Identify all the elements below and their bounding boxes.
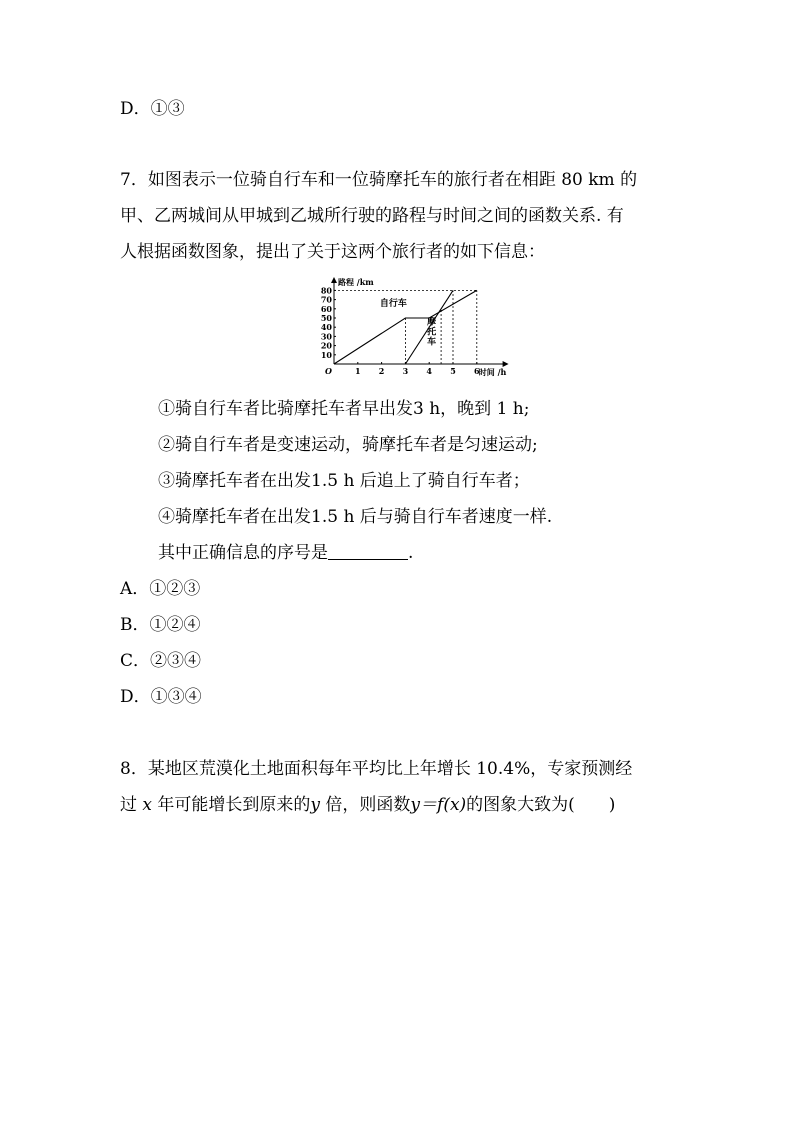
x-axis-label: 时间 /h [478,367,507,377]
x-tick-label-3: 3 [402,366,409,376]
y-axis-label: 路程 /km [338,277,374,287]
series-label-motorcycle-char-0: 摩 [427,317,437,328]
q8-text-a: 过 [120,795,143,815]
q7-statement-4: ④骑摩托车者在出发1.5 h 后与骑自行车者速度一样. [158,507,553,527]
q7-stem-line-1: 7．如图表示一位骑自行车和一位骑摩托车的旅行者在相距 80 km 的 [120,170,638,190]
origin-label: O [325,366,332,376]
y-axis-arrow [331,277,337,283]
q7-statement-3: ③骑摩托车者在出发1.5 h 后追上了骑自行车者； [158,471,530,491]
q7-prompt-end: . [408,543,414,563]
x-tick-label-5: 5 [450,366,456,376]
series-label-bicycle: 自行车 [379,299,407,309]
x-tick-label-2: 2 [378,366,385,376]
q8-function: y＝f(x) [410,795,467,815]
y-tick-label-40: 40 [320,322,332,333]
q7-statement-1: ①骑自行车者比骑摩托车者早出发3 h，晚到 1 h; [158,399,530,419]
y-tick-label-10: 10 [320,349,332,360]
series-label-motorcycle-char-2: 车 [427,337,437,348]
distance-time-graph [316,276,520,382]
x-tick-label-6: 6 [474,366,480,376]
q7-stem-line-3: 人根据函数图象，提出了关于这两个旅行者的如下信息： [120,242,545,262]
y-tick-label-20: 20 [320,340,332,351]
q7-option-b: B．①②④ [120,615,201,635]
q8-text-c: 倍，则函数 [320,795,411,815]
series-label-motorcycle-char-1: 托 [427,327,437,338]
q7-statement-2: ②骑自行车者是变速运动，骑摩托车者是匀速运动; [158,435,538,455]
q7-stem-line-2: 甲、乙两城间从甲城到乙城所行驶的路程与时间之间的函数关系. 有 [120,206,624,226]
q8-text-d: 的图象大致为( ) [466,795,616,815]
y-tick-label-50: 50 [320,313,332,323]
q7-option-d: D．①③④ [120,687,202,707]
q8-stem-line-2 [120,793,615,817]
answer-blank [328,543,408,560]
q8-var-x: x [142,795,152,815]
y-tick-label-80: 80 [320,285,332,296]
x-tick-label-4: 4 [426,366,432,376]
q7-prompt-text: 其中正确信息的序号是 [158,543,328,563]
q8-text-b: 年可能增长到原来的 [152,795,311,815]
q7-option-c: C．②③④ [120,651,202,671]
q7-option-a: A．①②③ [120,579,201,599]
y-tick-label-30: 30 [320,331,332,342]
y-tick-label-60: 60 [320,303,332,314]
q8-var-y: y [310,795,321,815]
x-tick-label-1: 1 [355,366,361,376]
q6-option-d: D．①③ [120,99,185,119]
y-tick-label-70: 70 [320,294,332,305]
q8-stem-line-1: 8．某地区荒漠化土地面积每年平均比上年增长 10.4%，专家预测经 [120,759,633,779]
q7-prompt [158,541,413,565]
